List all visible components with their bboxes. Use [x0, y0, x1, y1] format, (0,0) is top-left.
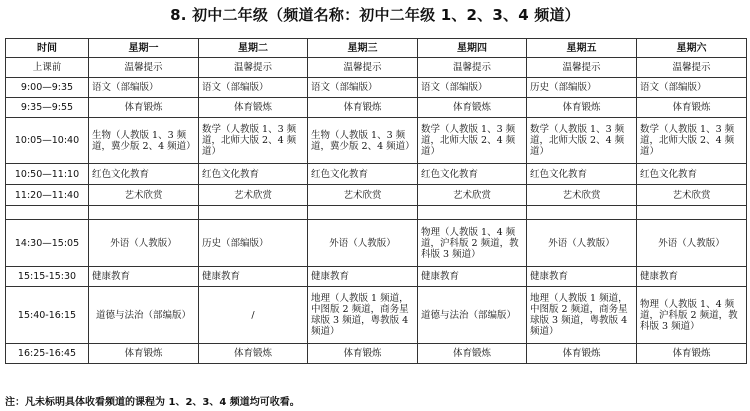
course-cell: 外语（人教版） — [527, 220, 637, 267]
time-cell: 上课前 — [6, 58, 89, 78]
course-cell: 生物（人教版 1、3 频道，冀少版 2、4 频道） — [308, 118, 418, 164]
course-cell: 温馨提示 — [637, 58, 747, 78]
course-cell: 体育锻炼 — [199, 98, 308, 118]
course-cell: 体育锻炼 — [527, 344, 637, 364]
course-cell: 红色文化教育 — [308, 164, 418, 185]
course-cell: 语文（部编版） — [199, 78, 308, 98]
course-cell: 艺术欣赏 — [418, 185, 527, 206]
time-cell: 11:20—11:40 — [6, 185, 89, 206]
course-cell: 红色文化教育 — [527, 164, 637, 185]
table-row — [6, 220, 747, 267]
course-cell: 数学（人教版 1、3 频道，北师大版 2、4 频道） — [199, 118, 308, 164]
course-cell: 艺术欣赏 — [89, 185, 199, 206]
course-cell: 数学（人教版 1、3 频道，北师大版 2、4 频道） — [418, 118, 527, 164]
course-cell — [89, 206, 199, 220]
course-cell: 地理（人教版 1 频道，中图版 2 频道，商务星球版 3 频道，粤教版 4 频道） — [308, 287, 418, 344]
table-row — [6, 267, 747, 287]
header-day-fri: 星期五 — [527, 39, 637, 58]
course-cell: 数学（人教版 1、3 频道，北师大版 2、4 频道） — [637, 118, 747, 164]
course-cell — [418, 206, 527, 220]
course-cell: 艺术欣赏 — [199, 185, 308, 206]
course-cell: 体育锻炼 — [637, 344, 747, 364]
course-cell — [199, 206, 308, 220]
page-title: 8. 初中二年级（频道名称：初中二年级 1、2、3、4 频道） — [170, 6, 580, 24]
time-cell: 15:15-15:30 — [6, 267, 89, 287]
course-cell: 外语（人教版） — [637, 220, 747, 267]
table-row — [6, 344, 747, 364]
course-cell: 物理（人教版 1、4 频道，沪科版 2 频道，教科版 3 频道） — [637, 287, 747, 344]
table-row — [6, 118, 747, 164]
course-cell: 历史（部编版） — [527, 78, 637, 98]
time-cell: 14:30—15:05 — [6, 220, 89, 267]
course-cell: 温馨提示 — [418, 58, 527, 78]
header-time: 时间 — [6, 39, 89, 58]
course-cell: 体育锻炼 — [308, 344, 418, 364]
course-cell: 体育锻炼 — [418, 344, 527, 364]
course-cell: 外语（人教版） — [89, 220, 199, 267]
course-cell: 道德与法治（部编版） — [89, 287, 199, 344]
header-day-mon: 星期一 — [89, 39, 199, 58]
course-cell: 温馨提示 — [308, 58, 418, 78]
course-cell — [527, 206, 637, 220]
course-cell: 健康教育 — [418, 267, 527, 287]
header-day-sat: 星期六 — [637, 39, 747, 58]
course-cell: 体育锻炼 — [308, 98, 418, 118]
course-cell: 艺术欣赏 — [637, 185, 747, 206]
course-cell: 语文（部编版） — [308, 78, 418, 98]
course-cell: 语文（部编版） — [89, 78, 199, 98]
course-cell: 温馨提示 — [89, 58, 199, 78]
course-cell: 健康教育 — [89, 267, 199, 287]
time-cell: 9:35—9:55 — [6, 98, 89, 118]
course-cell: 红色文化教育 — [418, 164, 527, 185]
table-row — [6, 287, 747, 344]
course-cell: 健康教育 — [199, 267, 308, 287]
time-cell: 10:05—10:40 — [6, 118, 89, 164]
table-row — [6, 78, 747, 98]
course-cell: 温馨提示 — [199, 58, 308, 78]
course-cell: 体育锻炼 — [89, 344, 199, 364]
course-cell: 健康教育 — [637, 267, 747, 287]
table-row — [6, 185, 747, 206]
course-cell: 语文（部编版） — [637, 78, 747, 98]
course-cell: / — [199, 287, 308, 344]
course-cell: 艺术欣赏 — [527, 185, 637, 206]
course-cell: 温馨提示 — [527, 58, 637, 78]
header-row — [6, 39, 747, 58]
time-cell: 10:50—11:10 — [6, 164, 89, 185]
course-cell: 艺术欣赏 — [308, 185, 418, 206]
course-cell: 体育锻炼 — [418, 98, 527, 118]
header-day-tue: 星期二 — [199, 39, 308, 58]
footnote: 注：凡未标明具体收看频道的课程为 1、2、3、4 频道均可收看。 — [5, 397, 300, 408]
table-row — [6, 98, 747, 118]
course-cell — [637, 206, 747, 220]
course-cell: 外语（人教版） — [308, 220, 418, 267]
course-cell — [308, 206, 418, 220]
course-cell: 历史（部编版） — [199, 220, 308, 267]
course-cell: 数学（人教版 1、3 频道，北师大版 2、4 频道） — [527, 118, 637, 164]
table-row — [6, 58, 747, 78]
course-cell: 语文（部编版） — [418, 78, 527, 98]
course-cell: 体育锻炼 — [89, 98, 199, 118]
course-cell: 地理（人教版 1 频道，中图版 2 频道，商务星球版 3 频道，粤教版 4 频道） — [527, 287, 637, 344]
time-cell: 9:00—9:35 — [6, 78, 89, 98]
course-cell: 体育锻炼 — [527, 98, 637, 118]
course-cell: 生物（人教版 1、3 频道，冀少版 2、4 频道） — [89, 118, 199, 164]
course-cell: 红色文化教育 — [89, 164, 199, 185]
table-row — [6, 164, 747, 185]
course-cell: 红色文化教育 — [637, 164, 747, 185]
table-row-spacer — [6, 206, 747, 220]
course-cell: 红色文化教育 — [199, 164, 308, 185]
course-cell: 健康教育 — [527, 267, 637, 287]
header-day-thu: 星期四 — [418, 39, 527, 58]
course-cell: 体育锻炼 — [637, 98, 747, 118]
header-day-wed: 星期三 — [308, 39, 418, 58]
schedule-table — [5, 38, 747, 364]
time-cell — [6, 206, 89, 220]
time-cell: 16:25-16:45 — [6, 344, 89, 364]
course-cell: 健康教育 — [308, 267, 418, 287]
time-cell: 15:40-16:15 — [6, 287, 89, 344]
course-cell: 物理（人教版 1、4 频道，沪科版 2 频道，教科版 3 频道） — [418, 220, 527, 267]
course-cell: 道德与法治（部编版） — [418, 287, 527, 344]
course-cell: 体育锻炼 — [199, 344, 308, 364]
